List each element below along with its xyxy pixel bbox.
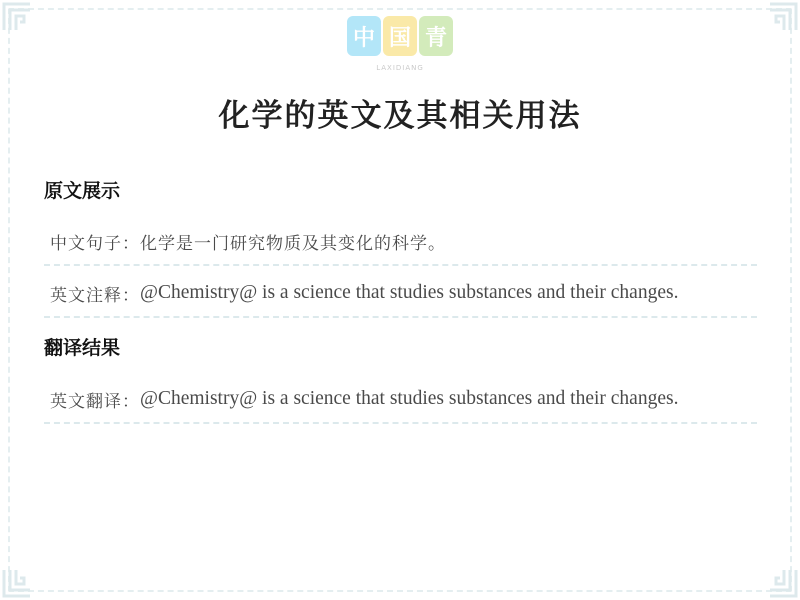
chinese-sentence-label: 中文句子：: [50, 233, 140, 254]
chinese-sentence-text: 化学是一门研究物质及其变化的科学。: [140, 233, 446, 254]
logo-block: 中: [347, 16, 381, 56]
logo-subtext: LAXIDIANG: [376, 64, 424, 72]
section-heading-translation: 翻译结果: [44, 337, 121, 359]
english-annotation-row: [44, 270, 757, 318]
english-annotation-text: @Chemistry@ is a science that studies substances and their changes.: [140, 282, 679, 303]
page-title: 化学的英文及其相关用法: [218, 98, 582, 134]
section-heading-original: 原文展示: [44, 180, 121, 202]
english-translation-row: [44, 376, 757, 424]
watermark-logo: [346, 16, 454, 78]
corner-ornament-icon: [766, 0, 800, 34]
logo-block: 国: [383, 16, 417, 56]
english-translation-text: @Chemistry@ is a science that studies substances and their changes.: [140, 388, 679, 409]
corner-ornament-icon: [0, 566, 34, 600]
logo-block: 青: [419, 16, 453, 56]
english-translation-label: 英文翻译：: [50, 391, 140, 412]
chinese-sentence-row: [44, 218, 757, 266]
english-annotation-label: 英文注释：: [50, 285, 140, 306]
corner-ornament-icon: [0, 0, 34, 34]
corner-ornament-icon: [766, 566, 800, 600]
